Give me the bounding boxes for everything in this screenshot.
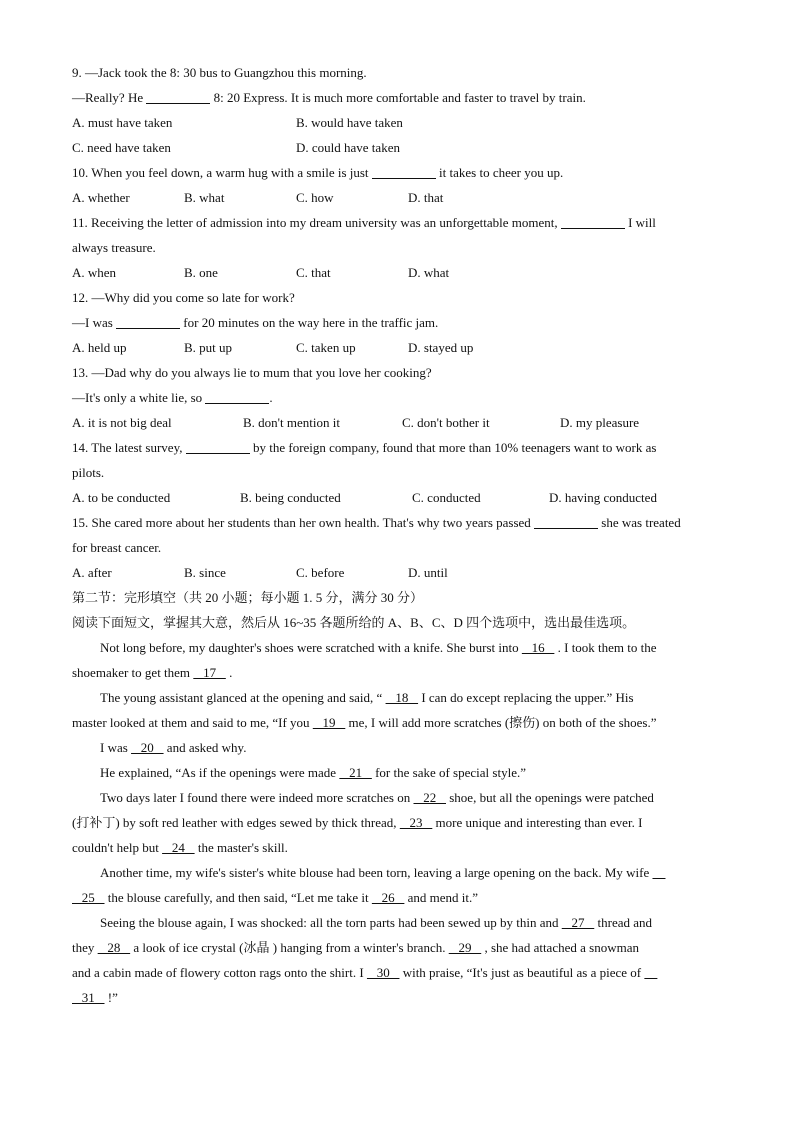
q13-option-a: A. it is not big deal bbox=[72, 415, 172, 430]
cloze-blank-16: 16 bbox=[521, 640, 555, 655]
passage-line bbox=[72, 689, 724, 714]
q15-option-b: B. since bbox=[184, 565, 226, 580]
passage-text: The young assistant glanced at the opening and said, “ bbox=[100, 690, 383, 705]
passage-text: couldn't help but bbox=[72, 840, 159, 855]
cloze-blank-21: 21 bbox=[339, 765, 372, 780]
section-title bbox=[72, 589, 724, 614]
passage-text: Seeing the blouse again, I was shocked: all the torn parts had been sewed up by thin and bbox=[100, 915, 559, 930]
answer-blank bbox=[186, 439, 250, 454]
cloze-blank-25-start bbox=[652, 865, 665, 880]
q15-option-d: D. until bbox=[408, 565, 448, 580]
q13-option-d: D. my pleasure bbox=[560, 415, 640, 430]
q15-stem-line1 bbox=[72, 514, 724, 539]
cloze-blank-28: 28 bbox=[97, 940, 131, 955]
passage-text: I can do except replacing the upper.” His bbox=[421, 690, 634, 705]
passage-line bbox=[72, 739, 724, 764]
q9-stem-text: 8: 20 Express. It is much more comfortable and faster to travel by train. bbox=[213, 90, 586, 105]
q10-option-a: A. whether bbox=[72, 190, 130, 205]
passage-line bbox=[72, 664, 724, 689]
q14-option-a: A. to be conducted bbox=[72, 490, 171, 505]
q13-stem-text: . bbox=[269, 390, 273, 405]
q12-stem-line1 bbox=[72, 289, 724, 314]
passage-text: shoemaker to get them bbox=[72, 665, 191, 680]
passage-text: (打补丁) by soft red leather with edges sewed by thick thread, bbox=[72, 815, 397, 830]
section-instruction bbox=[72, 614, 724, 639]
q13-option-b: B. don't mention it bbox=[243, 415, 340, 430]
passage-line bbox=[72, 989, 724, 1014]
q14-stem-line2 bbox=[72, 464, 724, 489]
exam-page bbox=[72, 64, 724, 1014]
passage-line bbox=[72, 889, 724, 914]
q12-stem-text: 12. —Why did you come so late for work? bbox=[72, 290, 295, 305]
cloze-blank-31-start bbox=[644, 965, 657, 980]
q12-stem-text: —I was bbox=[72, 315, 113, 330]
answer-blank bbox=[146, 89, 210, 104]
passage-text: I was bbox=[100, 740, 128, 755]
q13-option-c: C. don't bother it bbox=[402, 415, 490, 430]
q14-option-c: C. conducted bbox=[412, 490, 481, 505]
passage-line bbox=[72, 864, 724, 889]
q12-stem-text: for 20 minutes on the way here in the traffic jam. bbox=[183, 315, 439, 330]
q9-stem-text: —Really? He bbox=[72, 90, 144, 105]
cloze-blank-29: 29 bbox=[448, 940, 482, 955]
q14-stem-line1 bbox=[72, 439, 724, 464]
q15-option-c: C. before bbox=[296, 565, 345, 580]
passage-line bbox=[72, 839, 724, 864]
q12-option-a: A. held up bbox=[72, 340, 127, 355]
q13-stem-line2 bbox=[72, 389, 724, 414]
q10-option-d: D. that bbox=[408, 190, 444, 205]
q9-option-a: A. must have taken bbox=[72, 115, 173, 130]
passage-line bbox=[72, 714, 724, 739]
q9-options-row2 bbox=[72, 139, 724, 164]
q9-option-b: B. would have taken bbox=[296, 115, 403, 130]
q11-stem-line2 bbox=[72, 239, 724, 264]
q10-stem-line1 bbox=[72, 164, 724, 189]
cloze-blank-23: 23 bbox=[399, 815, 433, 830]
q12-option-b: B. put up bbox=[184, 340, 233, 355]
passage-line bbox=[72, 789, 724, 814]
cloze-blank-20: 20 bbox=[131, 740, 164, 755]
passage-line bbox=[72, 764, 724, 789]
passage-text: the blouse carefully, and then said, “Let me take it bbox=[107, 890, 369, 905]
passage-text: . bbox=[229, 665, 233, 680]
q11-option-d: D. what bbox=[408, 265, 450, 280]
passage-text: !” bbox=[107, 990, 118, 1005]
q10-stem-text: it takes to cheer you up. bbox=[439, 165, 564, 180]
passage-text: shoe, but all the openings were patched bbox=[449, 790, 654, 805]
passage-text: with praise, “It's just as beautiful as a piece of bbox=[402, 965, 642, 980]
answer-blank bbox=[205, 389, 269, 404]
q12-option-c: C. taken up bbox=[296, 340, 356, 355]
q11-option-a: A. when bbox=[72, 265, 117, 280]
passage-text: Not long before, my daughter's shoes were scratched with a knife. She burst into bbox=[100, 640, 519, 655]
passage-text: and mend it.” bbox=[407, 890, 479, 905]
q11-stem-line1 bbox=[72, 214, 724, 239]
q9-option-c: C. need have taken bbox=[72, 140, 171, 155]
passage-line bbox=[72, 814, 724, 839]
q10-stem-text: 10. When you feel down, a warm hug with a smile is just bbox=[72, 165, 369, 180]
q12-stem-line2 bbox=[72, 314, 724, 339]
answer-blank bbox=[561, 214, 625, 229]
cloze-blank-19: 19 bbox=[312, 715, 346, 730]
passage-text: . I took them to the bbox=[557, 640, 657, 655]
passage-text: master looked at them and said to me, “If you bbox=[72, 715, 310, 730]
passage-text: me, I will add more scratches (擦伤) on both of the shoes.” bbox=[348, 715, 657, 730]
cloze-blank-18: 18 bbox=[385, 690, 419, 705]
q12-options bbox=[72, 339, 724, 364]
q9-options-row1 bbox=[72, 114, 724, 139]
q10-option-b: B. what bbox=[184, 190, 225, 205]
cloze-blank-22: 22 bbox=[413, 790, 446, 805]
q11-options bbox=[72, 264, 724, 289]
cloze-blank-31: 31 bbox=[72, 990, 105, 1005]
q14-stem-text: 14. The latest survey, bbox=[72, 440, 183, 455]
q15-stem-text: she was treated bbox=[601, 515, 681, 530]
passage-text: the master's skill. bbox=[197, 840, 288, 855]
q14-option-b: B. being conducted bbox=[240, 490, 341, 505]
q9-option-d: D. could have taken bbox=[296, 140, 400, 155]
passage-text: more unique and interesting than ever. I bbox=[435, 815, 643, 830]
q10-option-c: C. how bbox=[296, 190, 334, 205]
q9-stem-line2 bbox=[72, 89, 724, 114]
q11-stem-text: I will bbox=[628, 215, 656, 230]
q11-option-b: B. one bbox=[184, 265, 218, 280]
q14-option-d: D. having conducted bbox=[549, 490, 657, 505]
q9-stem-line1 bbox=[72, 64, 724, 89]
cloze-blank-27: 27 bbox=[561, 915, 595, 930]
answer-blank bbox=[372, 164, 436, 179]
passage-line bbox=[72, 914, 724, 939]
cloze-blank-17: 17 bbox=[193, 665, 226, 680]
q11-stem-text: always treasure. bbox=[72, 240, 156, 255]
passage-line bbox=[72, 964, 724, 989]
section-title-text: 第二节：完形填空（共 20 小题；每小题 1. 5 分，满分 30 分） bbox=[72, 590, 424, 605]
cloze-blank-25: 25 bbox=[72, 890, 105, 905]
passage-line bbox=[72, 939, 724, 964]
passage-text: a look of ice crystal (冰晶 ) hanging from a winter's branch. bbox=[133, 940, 446, 955]
q13-stem-line1 bbox=[72, 364, 724, 389]
q15-options bbox=[72, 564, 724, 589]
passage-text: Another time, my wife's sister's white blouse had been torn, leaving a large opening on the back. My wife bbox=[100, 865, 650, 880]
answer-blank bbox=[116, 314, 180, 329]
q15-stem-line2 bbox=[72, 539, 724, 564]
q13-stem-text: —It's only a white lie, so bbox=[72, 390, 203, 405]
passage-text: , she had attached a snowman bbox=[484, 940, 639, 955]
q15-stem-text: for breast cancer. bbox=[72, 540, 162, 555]
q14-stem-text: by the foreign company, found that more than 10% teenagers want to work as bbox=[252, 440, 657, 455]
passage-text: thread and bbox=[597, 915, 653, 930]
q13-options bbox=[72, 414, 724, 439]
passage-text: Two days later I found there were indeed more scratches on bbox=[100, 790, 411, 805]
q11-stem-text: 11. Receiving the letter of admission into my dream university was an unforgettable moment, bbox=[72, 215, 558, 230]
passage-line bbox=[72, 639, 724, 664]
passage-text: and asked why. bbox=[166, 740, 247, 755]
passage-text: He explained, “As if the openings were made bbox=[100, 765, 337, 780]
passage-text: for the sake of special style.” bbox=[375, 765, 526, 780]
q15-stem-text: 15. She cared more about her students than her own health. That's why two years passed bbox=[72, 515, 531, 530]
cloze-blank-26: 26 bbox=[371, 890, 405, 905]
section-instruction-text: 阅读下面短文，掌握其大意，然后从 16~35 各题所给的 A、B、C、D 四个选项中，选出最佳选项。 bbox=[72, 615, 636, 630]
answer-blank bbox=[534, 514, 598, 529]
cloze-blank-30: 30 bbox=[366, 965, 400, 980]
passage-text: and a cabin made of flowery cotton rags onto the shirt. I bbox=[72, 965, 364, 980]
q10-options bbox=[72, 189, 724, 214]
q15-option-a: A. after bbox=[72, 565, 112, 580]
q11-option-c: C. that bbox=[296, 265, 331, 280]
q13-stem-text: 13. —Dad why do you always lie to mum that you love her cooking? bbox=[72, 365, 432, 380]
q12-option-d: D. stayed up bbox=[408, 340, 474, 355]
q9-stem-text: 9. —Jack took the 8: 30 bus to Guangzhou this morning. bbox=[72, 65, 367, 80]
passage-text: they bbox=[72, 940, 95, 955]
q14-options bbox=[72, 489, 724, 514]
cloze-blank-24: 24 bbox=[162, 840, 195, 855]
q14-stem-text: pilots. bbox=[72, 465, 105, 480]
